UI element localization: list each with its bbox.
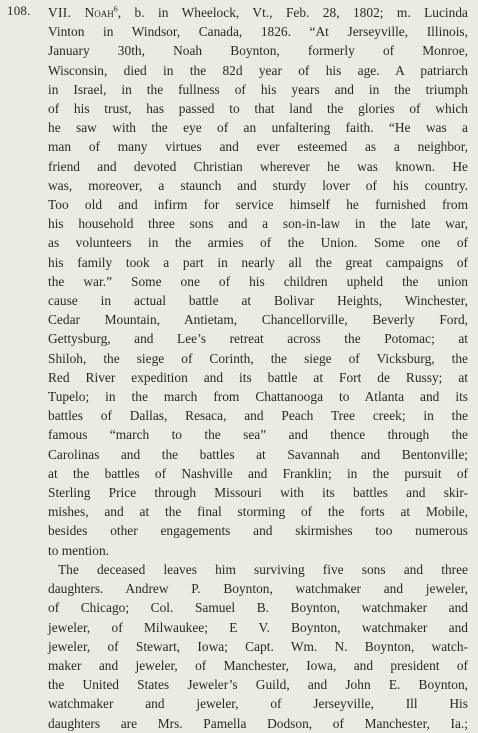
text-line: Tupelo; in the march from Chattanooga to Atlanta and its — [48, 389, 468, 405]
text-line: of his trust, has passed to that land the glories of which — [48, 101, 468, 117]
text-line: Cedar Mountain, Antietam, Chancellorville, Beverly Ford, — [48, 312, 468, 328]
first-line-rest: , b. in Wheelock, Vt., Feb. 28, 1802; m. Lucinda — [117, 5, 468, 20]
person-name: Noah — [84, 5, 114, 20]
text-line: January 30th, Noah Boynton, formerly of Monroe, — [48, 43, 468, 59]
text-line: famous “march to the sea” and thence through the — [48, 427, 468, 443]
text-line: Red River expedition and its battle at Fort de Russy; at — [48, 369, 468, 385]
text-line: The deceased leaves him surviving five sons and three — [58, 561, 468, 577]
entry-number: 108. — [7, 3, 31, 18]
text-line: the war.” Some one of his children upheld the union — [48, 273, 468, 289]
text-line: at the battles of Nashville and Franklin; in the pursuit of — [48, 465, 468, 481]
genealogy-entry — [48, 3, 468, 733]
text-line: man of many virtues and ever esteemed as a neighbor, — [48, 139, 468, 155]
paragraph-survivors — [48, 560, 468, 733]
text-line: in Israel, in the fullness of his years and in the triumph — [48, 81, 468, 97]
text-line: Wisconsin, died in the 82d year of his age. A patriarch — [48, 62, 468, 78]
text-line: Too old and infirm for service himself he furnished from — [48, 197, 468, 213]
text-line: friend and devoted Christian wherever he was known. He — [48, 158, 468, 174]
text-line: Sterling Price through Missouri with its battles and skir- — [48, 485, 468, 501]
text-line: of Chicago; Col. Samuel B. Boynton, watchmaker and — [48, 600, 468, 616]
text-line: Carolinas and the battles at Savannah and Bentonville; — [48, 446, 468, 462]
text-line: daughters are Mrs. Pamella Dodson, of Manchester, Ia.; — [48, 715, 468, 731]
text-line: was, moreover, a staunch and sturdy lover of his country. — [48, 177, 468, 193]
text-line: besides other engagements and skirmishes too numerous — [48, 523, 468, 539]
text-line: Vinton in Windsor, Canada, 1826. “At Jerseyville, Illinois, — [48, 24, 468, 40]
text-line: he saw with the eye of an unfaltering faith. “He was a — [48, 120, 468, 136]
generation-numeral: VII. — [48, 5, 72, 20]
text-line: Shiloh, the siege of Corinth, the siege of Vicksburg, the — [48, 350, 468, 366]
text-line: jeweler, of Milwaukee; E V. Boynton, watchmaker and — [48, 619, 468, 635]
text-line: watchmaker and jeweler, of Jerseyville, Ill His — [48, 696, 468, 712]
text-line: as volunteers in the armies of the Union. Some one of — [48, 235, 468, 251]
text-line: battles of Dallas, Resaca, and Peach Tree creek; in the — [48, 408, 468, 424]
text-line: the United States Jeweler’s Guild, and John E. Boynton, — [48, 677, 468, 693]
text-line: mishes, and at the final storming of the forts at Mobile, — [48, 504, 468, 520]
text-line: jeweler, of Stewart, Iowa; Capt. Wm. N. Boynton, watch- — [48, 638, 468, 654]
generation-superscript: 6 — [113, 4, 118, 14]
text-line: maker and jeweler, of Manchester, Iowa, and president of — [48, 657, 468, 673]
text-line: cause in actual battle at Bolivar Heights, Winchester, — [48, 293, 468, 309]
text-line: to mention. — [48, 542, 109, 558]
text-line: his family took a part in nearly all the great campaigns of — [48, 254, 468, 270]
paragraph-obituary — [48, 22, 468, 560]
text-line: Gettysburg, and Lee’s retreat across the Potomac; at — [48, 331, 468, 347]
entry-first-line — [48, 3, 468, 22]
text-line: daughters. Andrew P. Boynton, watchmaker and jeweler, — [48, 581, 468, 597]
text-line: his household three sons and a son-in-law in the late war, — [48, 216, 468, 232]
